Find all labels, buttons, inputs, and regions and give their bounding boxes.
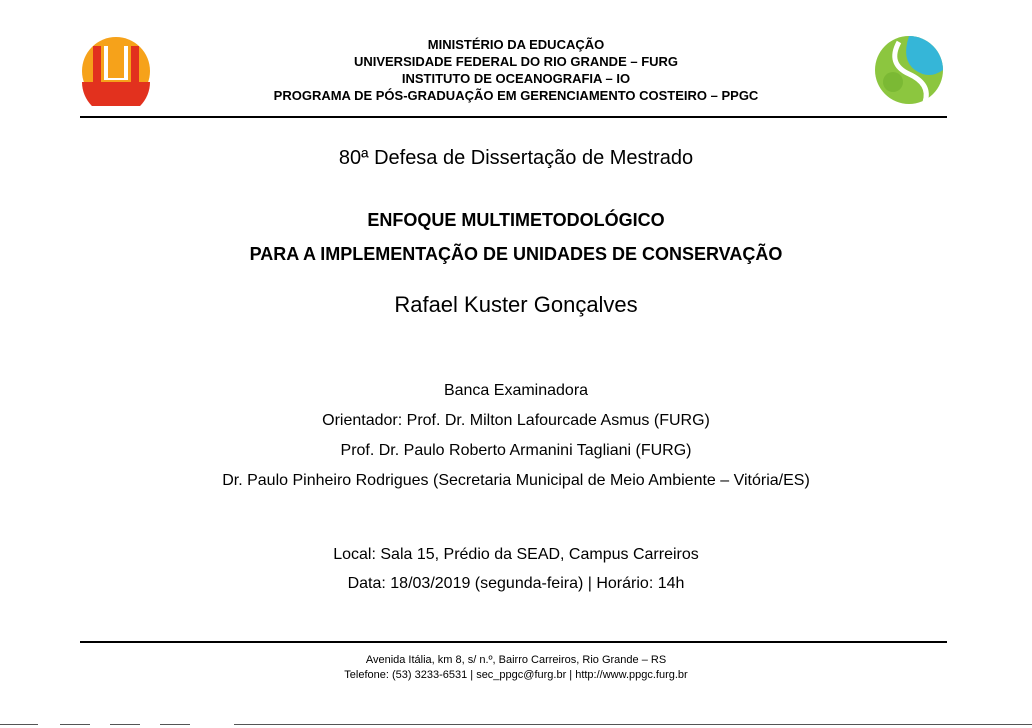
header-ministry: MINISTÉRIO DA EDUCAÇÃO <box>427 37 605 52</box>
examining-board-heading: Banca Examinadora <box>443 382 589 399</box>
board-member: Orientador: Prof. Dr. Milton Lafourcade Asmus (FURG) <box>322 412 710 429</box>
furg-logo-icon <box>80 36 152 106</box>
event-info <box>0 540 1032 598</box>
event-title: 80ª Defesa de Dissertação de Mestrado <box>338 147 694 169</box>
page-edge-line <box>0 724 38 725</box>
dissertation-title-line-2: PARA A IMPLEMENTAÇÃO DE UNIDADES DE CONSERVAÇÃO <box>249 244 783 264</box>
page-edge-line <box>110 724 140 725</box>
page-edge-line <box>234 724 1032 725</box>
header-divider <box>80 116 947 118</box>
header-university: UNIVERSIDADE FEDERAL DO RIO GRANDE – FURG <box>353 54 679 69</box>
institution-header <box>160 36 872 104</box>
footer-divider <box>80 641 947 643</box>
board-member: Prof. Dr. Paulo Roberto Armanini Tagliani (FURG) <box>340 442 692 459</box>
event-location: Local: Sala 15, Prédio da SEAD, Campus Carreiros <box>333 546 699 563</box>
footer-address: Avenida Itália, km 8, s/ n.º, Bairro Carreiros, Rio Grande – RS <box>365 654 667 666</box>
header-institute: INSTITUTO DE OCEANOGRAFIA – IO <box>401 71 631 86</box>
header-program: PROGRAMA DE PÓS-GRADUAÇÃO EM GERENCIAMENTO COSTEIRO – PPGC <box>273 88 759 103</box>
board-member: Dr. Paulo Pinheiro Rodrigues (Secretaria Municipal de Meio Ambiente – Vitória/ES) <box>222 472 810 489</box>
dissertation-title <box>0 203 1032 271</box>
dissertation-title-line-1: ENFOQUE MULTIMETODOLÓGICO <box>367 210 665 230</box>
footer <box>0 653 1032 683</box>
page-edge-line <box>160 724 190 725</box>
author-name: Rafael Kuster Gonçalves <box>394 292 638 317</box>
ppgc-logo-icon <box>873 34 945 106</box>
footer-contact: Telefone: (53) 3233-6531 | sec_ppgc@furg.br | http://www.ppgc.furg.br <box>344 669 688 681</box>
examining-board <box>0 376 1032 496</box>
page-edge-line <box>60 724 90 725</box>
event-date-time: Data: 18/03/2019 (segunda-feira) | Horário: 14h <box>347 575 685 592</box>
